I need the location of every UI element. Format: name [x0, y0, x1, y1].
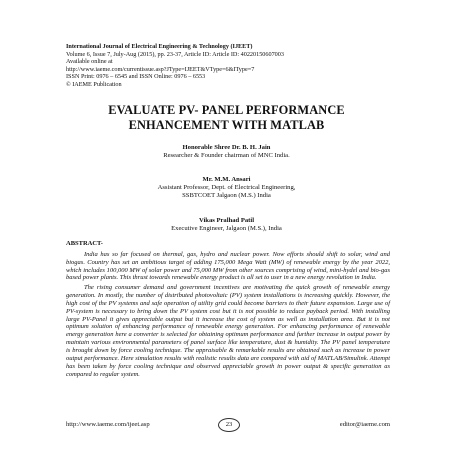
- paper-title: [40, 103, 413, 133]
- abstract-section: [66, 240, 390, 378]
- issn-info: ISSN Print: 0976 – 6545 and ISSN Online: 0976 – 6553: [66, 73, 206, 81]
- abstract-heading: ABSTRACT-: [66, 240, 103, 247]
- copyright: © IAEME Publication: [66, 80, 122, 88]
- abstract-paragraph-2: The rising consumer demand and government incentives are motivating the quick growth of renewable energy generation. In mostly, the number of distributed photovoltaic (PV) system installations is increasing quickly. However, the high cost of the PV systems and safe operation of utility grid could become barriers to their future expansion. Large use of PV-system is necessary to bring down the PV system cost but it is not possible to reduce payback period. With installing large PV-Panel it gives appreciable output but it increase the cost of system as well as installation area. But it is not optimum solution of enhancing performance of renewable energy generation. For enhancing performance of renewable energy generation here a converter is selected for obtaining optimum performance and further increase in output power by maintain various environmental parameters of panel surface like temperature, dust & humidity. The PV panel temperature is brought down by force cooling technique. The appraisable & remarkable results are obtained such as increase in power output performance. Here simulation results with realistic results data are compared with aid of MATLAB/Simulink. Attempt has been taken by force cooling technique and observed appreciable growth in power output & specific generation as compared to regular system.: [66, 284, 390, 378]
- available-online: Available online at: [66, 58, 113, 66]
- author-affiliation: Assistant Professor, Dept. of Electrical Engineering,: [157, 184, 296, 192]
- author-2: [60, 176, 393, 201]
- author-3: [60, 217, 393, 233]
- author-name: Honorable Shree Dr. B. H. Jain: [182, 144, 271, 151]
- page-number: 23: [218, 418, 240, 432]
- journal-header: [66, 43, 406, 89]
- title-line-1: EVALUATE PV- PANEL PERFORMANCE: [108, 103, 345, 117]
- page-footer: [66, 418, 390, 432]
- author-name: Vikas Pralhad Patil: [198, 217, 255, 224]
- author-1: [60, 144, 393, 160]
- abstract-paragraph-1: India has so far focused on thermal, gas, hydro and nuclear power. Now efforts should shift to solar, wind and biogas. Country has set an ambitious target of adding 175,000 Mega Watt (MW) of renewable energy by the year 2022, which includes 100,000 MW of solar power and 75,000 MW from other sources comprising of wind, mini-hydel and bio-gas based power plants. This thrust towards renewable energy product is all set to user in a new energy revolution in India.: [66, 250, 390, 282]
- author-affiliation: Researcher & Founder chairman of MNC India.: [163, 152, 290, 160]
- title-line-2: ENHANCEMENT WITH MATLAB: [128, 118, 325, 132]
- author-affiliation: Executive Engineer, Jalgaon (M.S.), India: [171, 225, 282, 233]
- author-affiliation: SSBTCOET Jalgaon (M.S.) India: [182, 192, 271, 200]
- author-name: Mr. M.M. Ansari: [202, 176, 251, 183]
- issue-url: http://www.iaeme.com/currentissue.asp?JType=IJEET&VType=6&IType=7: [66, 65, 255, 73]
- volume-info: Volume 6, Issue 7, July-Aug (2015), pp. 23-37, Article ID: Article ID: 40220150607003: [66, 50, 284, 58]
- footer-email[interactable]: editor@iaeme.com: [339, 421, 390, 428]
- journal-name: International Journal of Electrical Engineering & Technology (IJEET): [66, 43, 253, 50]
- footer-url[interactable]: http://www.iaeme.com/ijeet.asp: [66, 421, 150, 428]
